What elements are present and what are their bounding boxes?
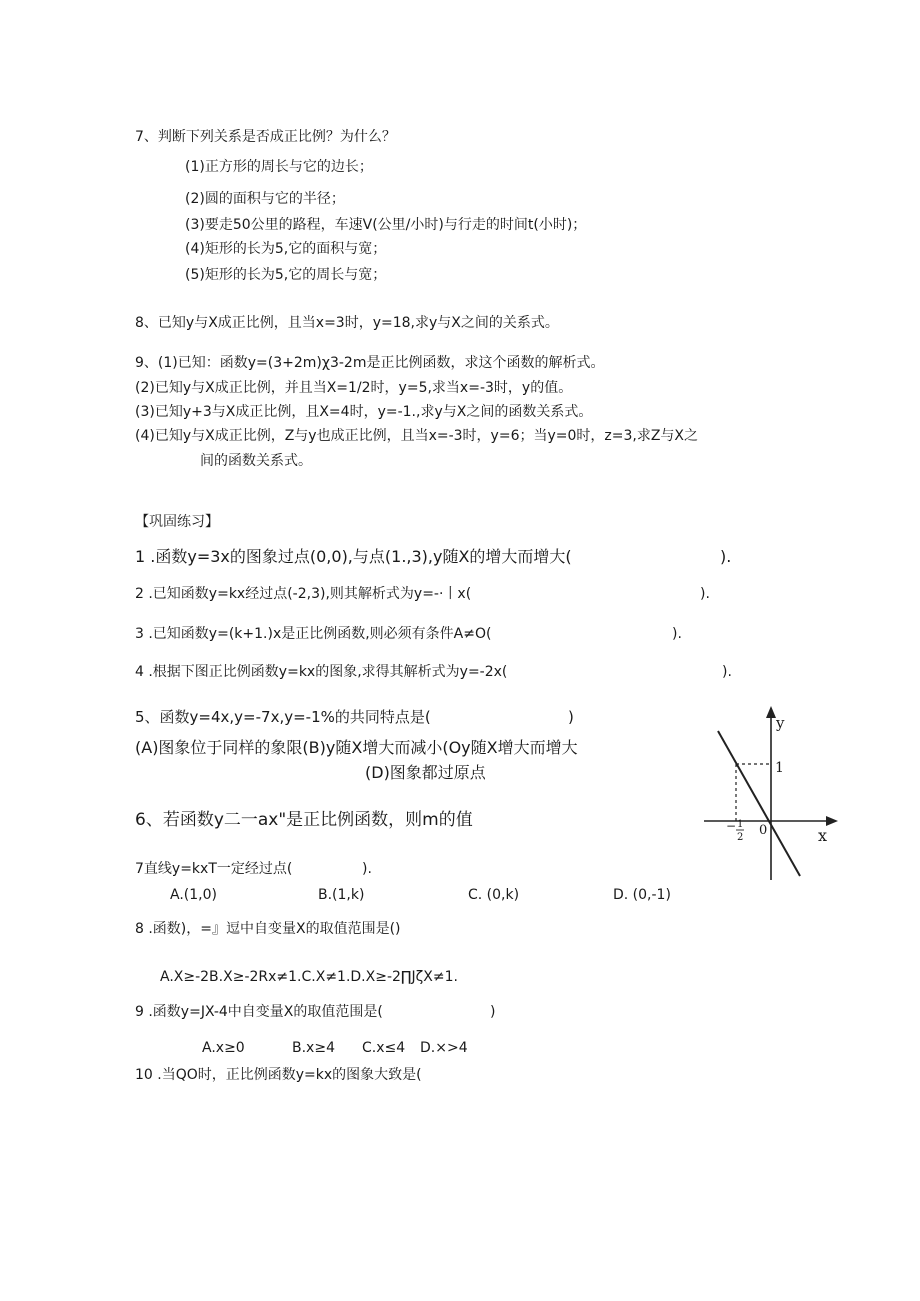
q9-item-4-cont: 间的函数关系式。: [200, 453, 312, 469]
q7-item-1: (1)正方形的周长与它的边长；: [185, 159, 373, 175]
practice-7-close: ).: [362, 861, 372, 877]
practice-9-option-a: A.x≥0: [202, 1040, 245, 1056]
practice-3-close: ).: [672, 626, 682, 642]
function-line: [718, 731, 800, 876]
q7-item-4: (4)矩形的长为5,它的面积与宽；: [185, 241, 387, 257]
practice-1-close: ).: [720, 547, 732, 566]
x-axis-label: x: [818, 826, 828, 845]
x-tick-denominator: 2: [737, 832, 744, 843]
practice-9-option-d: D.×>4: [420, 1040, 468, 1056]
q7-item-3: (3)要走50公里的路程，车速V(公里/小时)与行走的时间t(小时)；: [185, 217, 587, 233]
practice-7-stem: 7直线y=kxT一定经过点(: [135, 861, 293, 877]
practice-7-option-b: B.(1,k): [318, 887, 365, 903]
y-axis-arrow: [766, 706, 776, 718]
practice-7-option-a: A.(1,0): [170, 887, 217, 903]
q9-item-1: 9、(1)已知：函数y=(3+2m)χ3-2m是正比例函数，求这个函数的解析式。: [135, 355, 605, 371]
q9-item-2: (2)已知y与X成正比例，并且当X=1/2时，y=5,求当x=-3时，y的值。: [135, 380, 573, 396]
q9-item-4: (4)已知y与X成正比例，Z与y也成正比例，且当x=-3时，y=6；当y=0时，z=3,求Z与X之: [135, 428, 699, 444]
q9-item-3: (3)已知y+3与X成正比例，且X=4时，y=-1.,求y与X之间的函数关系式。: [135, 404, 593, 420]
practice-heading: 【巩固练习】: [135, 514, 219, 530]
practice-10: 10 .当QO时，正比例函数y=kx的图象大致是(: [135, 1067, 422, 1083]
practice-3: 3 .已知函数y=(k+1.)x是正比例函数,则必须有条件A≠O(: [135, 626, 492, 642]
q7-title: 7、判断下列关系是否成正比例？为什么？: [135, 129, 396, 145]
practice-6: 6、若函数y二一ax"是正比例函数，则m的值: [135, 810, 473, 830]
x-tick-numerator: 1: [737, 819, 744, 830]
x-tick-sign: −: [726, 819, 737, 833]
practice-8-stem: 8 .函数)，=』逗中自变量X的取值范围是(): [135, 921, 401, 937]
practice-5-stem: 5、函数y=4x,y=-7x,y=-1%的共同特点是(: [135, 708, 431, 726]
practice-5-options-2: (D)图象都过原点: [365, 763, 486, 782]
practice-7-option-c: C. (0,k): [468, 887, 520, 903]
practice-7-option-d: D. (0,-1): [613, 887, 671, 903]
practice-2: 2 .已知函数y=kx经过点(-2,3),则其解析式为y=-·丨x(: [135, 586, 472, 602]
y-tick-label: 1: [775, 760, 784, 776]
practice-2-close: ).: [700, 586, 710, 602]
practice-9-option-c: C.x≤4: [362, 1040, 406, 1056]
practice-9-stem: 9 .函数y=JX-4中自变量X的取值范围是(: [135, 1004, 383, 1020]
practice-4: 4 .根据下图正比例函数y=kx的图象,求得其解析式为y=-2x(: [135, 664, 508, 680]
function-graph: [700, 704, 840, 884]
q7-item-2: (2)圆的面积与它的半径；: [185, 191, 345, 207]
practice-9-option-b: B.x≥4: [292, 1040, 335, 1056]
origin-label: 0: [759, 823, 768, 838]
practice-5-close: ): [568, 708, 574, 726]
practice-9-close: ): [490, 1004, 496, 1020]
practice-1: 1 .函数y=3x的图象过点(0,0),与点(1.,3),y随X的增大而增大(: [135, 547, 572, 566]
q8-text: 8、已知y与X成正比例，且当x=3时，y=18,求y与X之间的关系式。: [135, 315, 559, 331]
x-tick-label: [726, 819, 744, 843]
practice-5-options-1: (A)图象位于同样的象限(B)y随X增大而减小(Oy随X增大而增大: [135, 738, 578, 757]
y-axis-label: y: [776, 714, 785, 732]
practice-8-options: A.X≥-2B.X≥-2Rx≠1.C.X≠1.D.X≥-2∏JζX≠1.: [160, 969, 458, 985]
x-axis-arrow: [826, 816, 838, 826]
q7-item-5: (5)矩形的长为5,它的周长与宽；: [185, 267, 387, 283]
practice-4-close: ).: [722, 664, 732, 680]
